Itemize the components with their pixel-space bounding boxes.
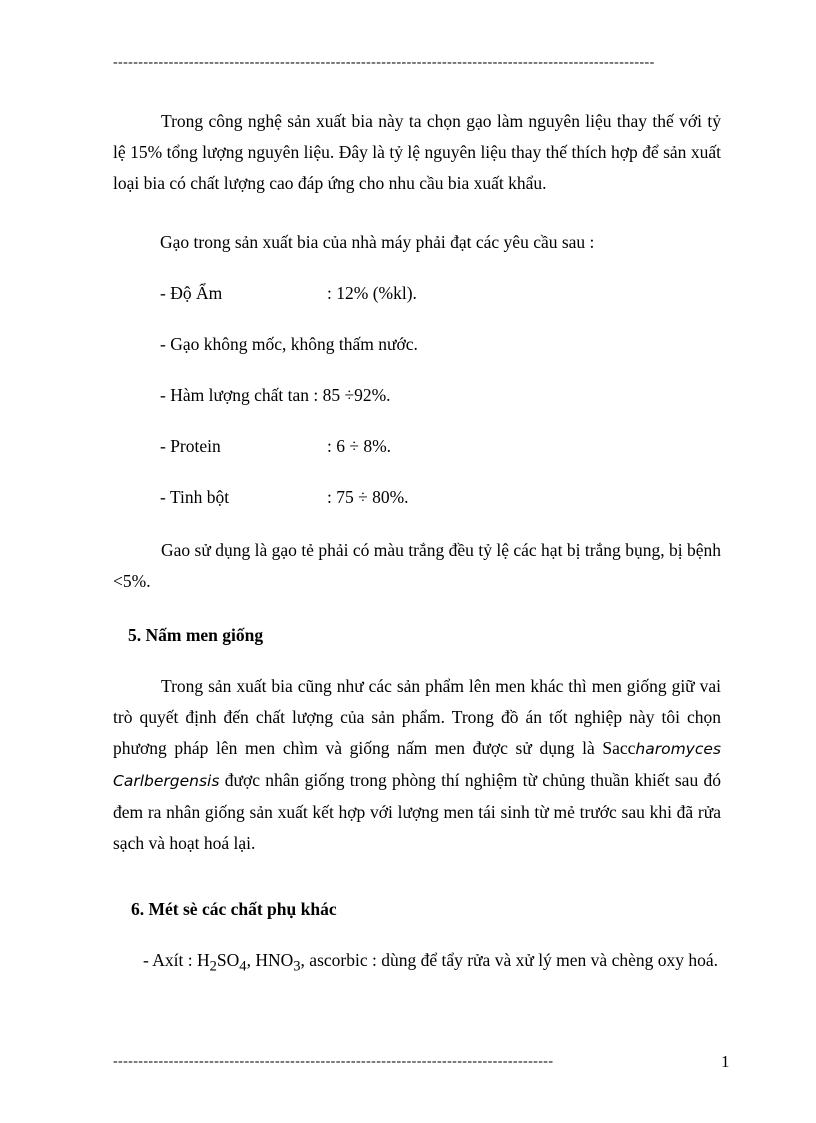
footer-rule: --------------------------------------------------------------------------------------- <box>113 1054 554 1069</box>
requirements-intro: Gạo trong sản xuất bia của nhà máy phải đạt các yêu cầu sau : <box>160 232 595 252</box>
section-5-heading: 5. Nấm men giống <box>128 625 264 645</box>
spec-protein-label: - Protein <box>160 436 221 456</box>
spec-starch-label: - Tinh bột <box>160 487 230 507</box>
section-5-text-before: Trong sản xuất bia cũng như các sản phẩm lên men khác thì men giống giữ vai trò quyết định đến chất lượng của sản phẩm. Trong đồ án tốt nghiệp này tôi chọn phương pháp lên men chìm và giống nấm men được sử dụng là Sacc <box>113 676 721 758</box>
acid-sub-2: 2 <box>209 958 217 975</box>
acid-prefix: - Axít : H <box>143 950 210 970</box>
spec-mold: - Gạo không mốc, không thấm nước. <box>160 334 418 354</box>
acid-sub-3: 3 <box>293 958 301 975</box>
spec-soluble: - Hàm lượng chất tan : 85 ÷92%. <box>160 385 391 405</box>
quality-paragraph: Gao sử dụng là gạo tẻ phải có màu trắng đều tỷ lệ các hạt bị trắng bụng, bị bệnh <5%. <box>113 540 721 591</box>
section-6-heading: 6. Mét sè các chất phụ khác <box>131 899 337 919</box>
section-5-text-after: được nhân giống trong phòng thí nghiệm từ chủng thuần khiết sau đó đem ra nhân giống sản xuất kết hợp với lượng men tái sinh từ mẻ trước sau khi đã rửa sạch và hoạt hoá lại. <box>113 770 721 853</box>
acid-so: SO <box>216 950 240 970</box>
acid-rest: , ascorbic : dùng để tẩy rửa và xử lý men và chèng oxy hoá. <box>300 950 719 970</box>
acid-sub-4: 4 <box>239 958 247 975</box>
spec-protein-value: : 6 ÷ 8%. <box>327 436 392 456</box>
acid-hno: , HNO <box>246 950 294 970</box>
section-5-paragraph <box>113 671 721 859</box>
spec-moisture-value: : 12% (%kl). <box>327 283 417 303</box>
spec-starch-value: : 75 ÷ 80%. <box>327 487 409 507</box>
yeast-species-name: haromyces Carlbergensis <box>113 740 721 790</box>
page-number: 1 <box>721 1052 730 1071</box>
spec-moisture-label: - Độ Ẩm <box>160 283 223 303</box>
intro-paragraph: Trong công nghệ sản xuất bia này ta chọn gạo làm nguyên liệu thay thế với tỷ lệ 15% tổng lượng nguyên liệu. Đây là tỷ lệ nguyên liệu thay thế thích hợp để sản xuất loại bia có chất lượng cao đáp ứng cho nhu cầu bia xuất khẩu. <box>113 111 721 193</box>
acid-paragraph <box>113 945 721 983</box>
header-rule: ----------------------------------------------------------------------------------------------------------- <box>113 55 655 70</box>
